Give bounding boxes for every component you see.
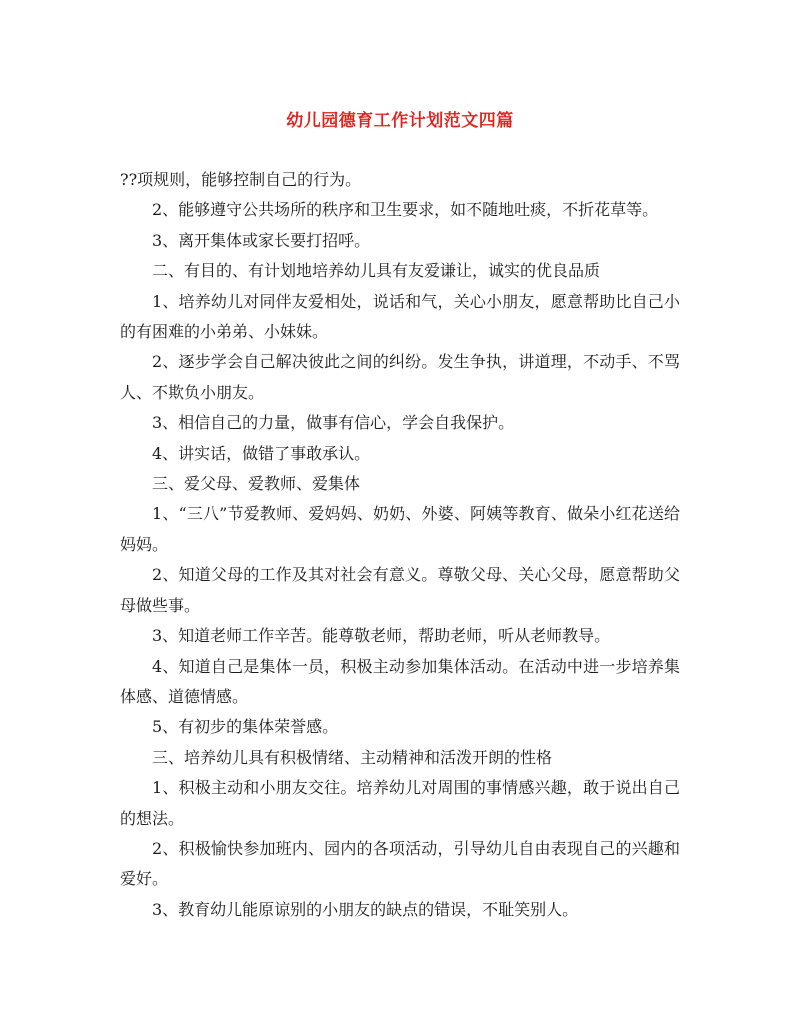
section-heading: 三、培养幼儿具有积极情绪、主动精神和活泼开朗的性格: [152, 747, 553, 767]
paragraph: 3、离开集体或家长要打招呼。: [152, 230, 371, 250]
paragraph: 5、有初步的集体荣誉感。: [152, 717, 339, 737]
paragraph: 1、培养幼儿对同伴友爱相处，说话和气，关心小朋友，愿意帮助比自己小的有困难的小弟弟、小妹妹。: [120, 291, 680, 342]
paragraph: 2、积极愉快参加班内、园内的各项活动，引导幼儿自由表现自己的兴趣和爱好。: [120, 838, 680, 889]
paragraph: 4、讲实话，做错了事敢承认。: [152, 443, 371, 463]
paragraph: ??项规则，能够控制自己的行为。: [120, 170, 362, 189]
section-heading: 二、有目的、有计划地培养幼儿具有友爱谦让，诚实的优良品质: [152, 261, 601, 281]
paragraph: 2、能够遵守公共场所的秩序和卫生要求，如不随地吐痰，不折花草等。: [152, 200, 659, 220]
document-title: 幼儿园德育工作计划范文四篇: [286, 111, 514, 131]
section-heading: 三、爱父母、爱教师、爱集体: [152, 474, 361, 494]
paragraph: 3、知道老师工作辛苦。能尊敬老师，帮助老师，听从老师教导。: [152, 626, 611, 646]
paragraph: 2、知道父母的工作及其对社会有意义。尊敬父母、关心父母，愿意帮助父母做些事。: [120, 565, 680, 615]
paragraph: 3、相信自己的力量，做事有信心，学会自我保护。: [152, 413, 515, 433]
paragraph: 2、逐步学会自己解决彼此之间的纠纷。发生争执，讲道理，不动手、不骂人、不欺负小朋友。: [120, 352, 680, 402]
paragraph: 1、“三八”节爱教师、爱妈妈、奶奶、外婆、阿姨等教育、做朵小红花送给妈妈。: [120, 504, 680, 554]
document-body: [120, 165, 680, 925]
paragraph: 1、积极主动和小朋友交往。培养幼儿对周围的事情感兴趣，敢于说出自己的想法。: [120, 778, 680, 828]
paragraph: 4、知道自己是集体一员，积极主动参加集体活动。在活动中进一步培养集体感、道德情感。: [120, 656, 680, 706]
paragraph: 3、教育幼儿能原谅别的小朋友的缺点的错误，不耻笑别人。: [152, 899, 579, 919]
